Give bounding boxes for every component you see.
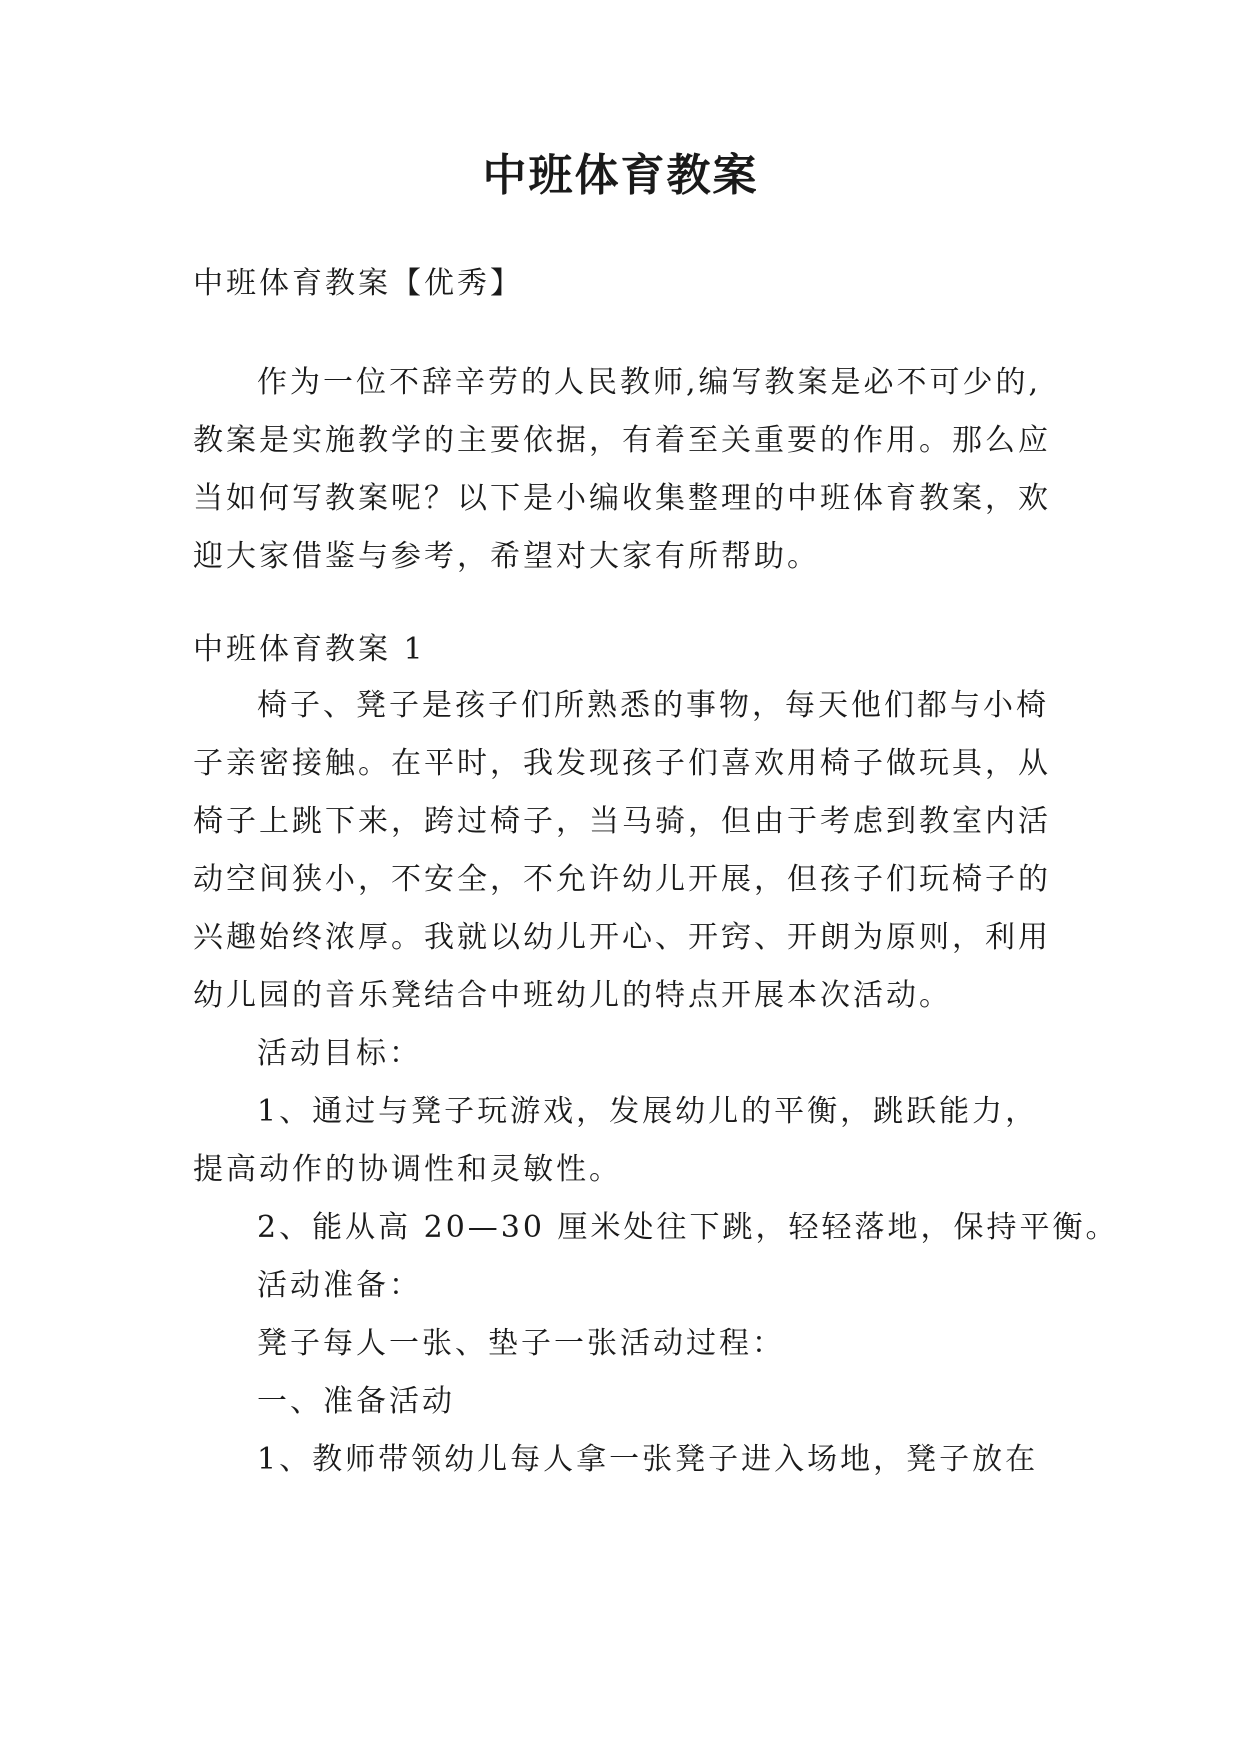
intro-line: 迎大家借鉴与参考，希望对大家有所帮助。: [193, 539, 820, 574]
intro-line: 作为一位不辞辛劳的人民教师,编写教案是必不可少的,: [257, 365, 1042, 400]
body-line: 椅子上跳下来，跨过椅子，当马骑，但由于考虑到教室内活: [193, 804, 1051, 839]
body-line: 幼儿园的音乐凳结合中班幼儿的特点开展本次活动。: [193, 978, 952, 1013]
body-line: 动空间狭小，不安全，不允许幼儿开展，但孩子们玩椅子的: [193, 862, 1051, 897]
body-line: 2、能从高 20—30 厘米处往下跳，轻轻落地，保持平衡。: [257, 1210, 1119, 1245]
document-title: 中班体育教案: [482, 150, 759, 201]
body-line: 兴趣始终浓厚。我就以幼儿开心、开窍、开朗为原则，利用: [193, 920, 1051, 955]
body-line: 活动准备：: [257, 1268, 422, 1303]
section-heading: 中班体育教案 1: [193, 632, 426, 667]
intro-line: 当如何写教案呢？以下是小编收集整理的中班体育教案，欢: [193, 481, 1051, 516]
body-line: 1、教师带领幼儿每人拿一张凳子进入场地，凳子放在: [257, 1442, 1039, 1477]
body-line: 1、通过与凳子玩游戏，发展幼儿的平衡，跳跃能力，: [257, 1094, 1039, 1129]
document-subtitle: 中班体育教案【优秀】: [193, 266, 523, 301]
body-line: 子亲密接触。在平时，我发现孩子们喜欢用椅子做玩具，从: [193, 746, 1051, 781]
body-line: 椅子、凳子是孩子们所熟悉的事物，每天他们都与小椅: [257, 688, 1049, 723]
body-line: 凳子每人一张、垫子一张活动过程：: [257, 1326, 785, 1361]
body-line: 提高动作的协调性和灵敏性。: [193, 1152, 622, 1187]
body-line: 一、准备活动: [257, 1384, 455, 1419]
intro-line: 教案是实施教学的主要依据，有着至关重要的作用。那么应: [193, 423, 1051, 458]
body-line: 活动目标：: [257, 1036, 422, 1071]
